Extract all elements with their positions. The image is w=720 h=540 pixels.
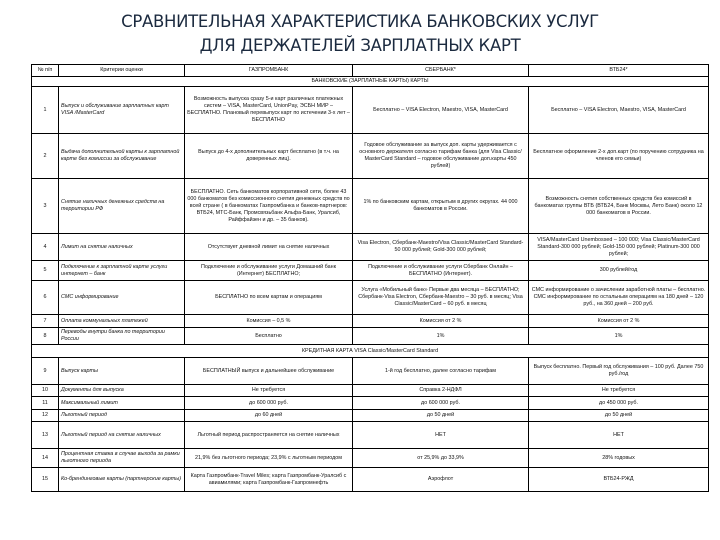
table-row [32,449,709,468]
section-row-credit [32,345,709,358]
cell-gazprombank: Бесплатно [185,328,353,345]
cell-vtb24: Возможность снятия собственных средств без комиссий в банкоматах группы ВТБ (ВТБ24, Банк Москвы, Лето Банк) около 12 000 банкоматов в России. [529,179,709,234]
row-num: 6 [32,281,59,315]
header-criteria: Критерии оценки [59,65,185,77]
table-row [32,281,709,315]
cell-gazprombank: Льготный период распространяется на снятие наличных [185,422,353,449]
row-num: 14 [32,449,59,468]
comparison-table [31,64,709,492]
cell-sberbank: Комиссия от 2 % [353,315,529,328]
cell-gazprombank: БЕСПЛАТНО. Сеть банкоматов корпоративной сети, более 43 000 банкоматов без комиссионного снятия денежных средств по всей стране ( в банкоматах Газпромбанка и банков-партнеров: ВТБ24, МТС-Банк, Промсвязьбанк Альфа-Банк, Уралсиб, Райффайзен и др. – 35 банков). [185,179,353,234]
row-criterion: Переводы внутри банка по территории России [59,328,185,345]
table-row [32,468,709,492]
cell-sberbank: 1-й год бесплатно, далее согласно тарифам [353,358,529,385]
section-title: КРЕДИТНАЯ КАРТА VISA Classic/MasterCard Standard [32,345,709,358]
table-row [32,134,709,179]
cell-gazprombank: Комиссия – 0,5 % [185,315,353,328]
row-criterion: Выдача дополнительной карты к зарплатной карте без комиссии за обслуживание [59,134,185,179]
cell-vtb24: 300 рублей/год [529,261,709,281]
cell-vtb24: до 50 дней [529,410,709,422]
row-num: 3 [32,179,59,234]
cell-vtb24: Не требуется [529,385,709,397]
cell-vtb24: Бесплатно – VISA Electron, Maestro, VISA, MasterCard [529,87,709,134]
cell-sberbank: Аэрофлот [353,468,529,492]
table-row [32,315,709,328]
table-row [32,385,709,397]
cell-gazprombank: БЕСПЛАТНЫЙ выпуск и дальнейшее обслуживание [185,358,353,385]
cell-gazprombank: Не требуется [185,385,353,397]
row-num: 2 [32,134,59,179]
cell-vtb24: СМС информирование о зачислении заработной платы – бесплатно. СМС информирование по остальным операциям на 180 дней – 120 руб., на 360 дней – 200 руб. [529,281,709,315]
cell-vtb24: VISA/MasterCard Unembossed – 100 000; Visa Classic/MasterCard Standard-300 000 рублей; Gold-150 000 рублей; Platinum-300 000 рублей; [529,234,709,261]
table-row [32,234,709,261]
row-criterion: Выпуск и обслуживание зарплатных карт VISA /MasterCard [59,87,185,134]
table-row [32,87,709,134]
cell-gazprombank: БЕСПЛАТНО по всем картам и операциям [185,281,353,315]
row-num: 13 [32,422,59,449]
row-criterion: Подключение к зарплатной карте услуги интернет – банк [59,261,185,281]
row-num: 8 [32,328,59,345]
row-num: 9 [32,358,59,385]
header-gazprombank: ГАЗПРОМБАНК [185,65,353,77]
row-criterion: Документы для выпуска [59,385,185,397]
table-row [32,179,709,234]
row-criterion: Снятие наличных денежных средств на территории РФ [59,179,185,234]
table-row [32,358,709,385]
cell-sberbank: Справка 2-НДФЛ [353,385,529,397]
row-criterion: Ко-брендинговые карты (партнерские карты) [59,468,185,492]
cell-sberbank: Годовое обслуживание за выпуск доп. карты удерживается с основного держателя согласно тарифам банка (для Visa Classic/ MasterCard Standard – годовое обслуживание доп.карты 450 рублей) [353,134,529,179]
cell-sberbank: до 600 000 руб. [353,397,529,410]
row-criterion: Льготный период на снятие наличных [59,422,185,449]
cell-sberbank: Visa Electron, Сбербанк-Maestro/Visa Classic/MasterCard Standard-50 000 рублей; Gold-300 000 рублей; [353,234,529,261]
row-criterion: Лимит на снятие наличных [59,234,185,261]
row-criterion: Льготный период [59,410,185,422]
cell-gazprombank: Отсутствует дневной лимит на снятие наличных [185,234,353,261]
header-num: № п/п [32,65,59,77]
row-criterion: СМС информирование [59,281,185,315]
cell-gazprombank: Возможность выпуска сразу 5-и карт различных платежных систем – VISA, MasterCard, UnionPay, ЭСБН МИР – БЕСПЛАТНО. Плановый перевыпуск карт по истечении 3-х лет – БЕСПЛАТНО [185,87,353,134]
cell-sberbank: до 50 дней [353,410,529,422]
cell-gazprombank: до 600 000 руб. [185,397,353,410]
cell-vtb24: 28% годовых [529,449,709,468]
row-num: 1 [32,87,59,134]
row-criterion: Процентная ставка в случае выхода за рамки льготного периода [59,449,185,468]
cell-sberbank: 1% [353,328,529,345]
cell-sberbank: 1% по банковским картам, открытым в других округах. 44 000 банкоматов в России. [353,179,529,234]
section-title: БАНКОВСКИЕ (ЗАРПЛАТНЫЕ КАРТЫ) КАРТЫ [32,77,709,87]
cell-vtb24: НЕТ [529,422,709,449]
row-num: 4 [32,234,59,261]
row-num: 12 [32,410,59,422]
row-num: 5 [32,261,59,281]
cell-gazprombank: 21,9% без льготного периода; 23,9% с льготным периодом [185,449,353,468]
row-num: 15 [32,468,59,492]
row-criterion: Выпуск карты [59,358,185,385]
row-criterion: Оплата коммунальных платежей [59,315,185,328]
section-row-salary [32,77,709,87]
table-row [32,397,709,410]
row-num: 7 [32,315,59,328]
cell-vtb24: 1% [529,328,709,345]
cell-sberbank: от 25,9% до 33,9% [353,449,529,468]
cell-vtb24: Бесплатное оформление 2-х доп.карт (по поручению сотрудника на членов его семьи) [529,134,709,179]
header-vtb24: ВТБ24* [529,65,709,77]
cell-gazprombank: Подключение и обслуживание услуги Домашний банк (Интернет) БЕСПЛАТНО; [185,261,353,281]
cell-gazprombank: Выпуск до 4-х дополнительных карт бесплатно (в т.ч. на доверенных лиц). [185,134,353,179]
header-sberbank: СБЕРБАНК* [353,65,529,77]
table-row [32,328,709,345]
cell-sberbank: НЕТ [353,422,529,449]
cell-gazprombank: Карта Газпромбанк-Travel Miles; карта Газпромбанк-Уралсиб с авиамилями; карта Газпромбанк-Газпромнефть [185,468,353,492]
cell-vtb24: Выпуск бесплатно. Первый год обслуживания – 100 руб. Далее 750 руб./год [529,358,709,385]
cell-gazprombank: до 60 дней [185,410,353,422]
table-row [32,261,709,281]
header-row [32,65,709,77]
cell-sberbank: Подключение и обслуживание услуги Сбербанк Онлайн – БЕСПЛАТНО (Интернет). [353,261,529,281]
row-criterion: Максимальный лимит [59,397,185,410]
table-row [32,410,709,422]
cell-vtb24: Комиссия от 2 % [529,315,709,328]
cell-vtb24: до 450 000 руб. [529,397,709,410]
row-num: 10 [32,385,59,397]
cell-vtb24: ВТБ24-РЖД [529,468,709,492]
title-line-2: ДЛЯ ДЕРЖАТЕЛЕЙ ЗАРПЛАТНЫХ КАРТ [199,36,521,55]
cell-sberbank: Бесплатно – VISA Electron, Maestro, VISA, MasterCard [353,87,529,134]
title-line-1: СРАВНИТЕЛЬНАЯ ХАРАКТЕРИСТИКА БАНКОВСКИХ УСЛУГ [121,12,599,31]
table-row [32,422,709,449]
cell-sberbank: Услуга «Мобильный банк» Первые два месяца – БЕСПЛАТНО; Сбербанк-Visa Electron, Сбербанк-Maestro – 30 руб. в месяц; Visa Classic/MasterCard – 60 руб. в месяц [353,281,529,315]
row-num: 11 [32,397,59,410]
page-title [0,10,720,58]
